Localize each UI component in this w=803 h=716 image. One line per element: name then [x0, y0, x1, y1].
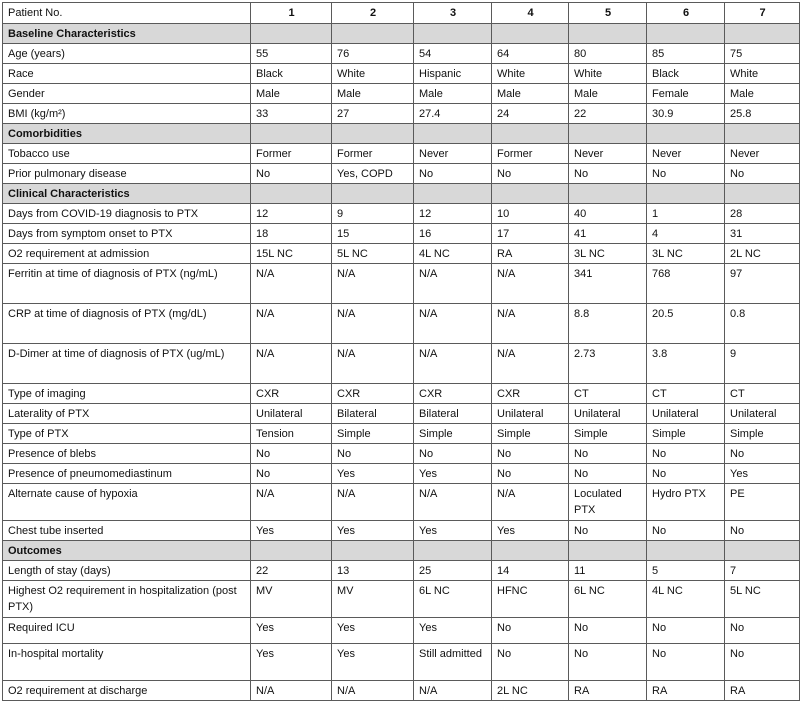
patient-value-cell: Hydro PTX	[647, 484, 725, 521]
patient-value-cell: Yes	[492, 521, 569, 541]
patient-value-cell: N/A	[414, 344, 492, 384]
patient-value-cell: 64	[492, 44, 569, 64]
patient-value-cell: 12	[251, 204, 332, 224]
table-row	[3, 64, 800, 84]
row-label: Gender	[3, 84, 251, 104]
patient-value-cell: MV	[332, 581, 414, 618]
patient-value-cell: No	[492, 618, 569, 644]
table-row	[3, 104, 800, 124]
table-row	[3, 444, 800, 464]
patient-value-cell: Former	[332, 144, 414, 164]
patient-value-cell: N/A	[492, 264, 569, 304]
patient-value-cell: 8.8	[569, 304, 647, 344]
patient-value-cell: MV	[251, 581, 332, 618]
section-empty-cell	[492, 124, 569, 144]
section-label: Clinical Characteristics	[3, 184, 251, 204]
row-label: Chest tube inserted	[3, 521, 251, 541]
patient-value-cell: Never	[725, 144, 800, 164]
section-empty-cell	[492, 541, 569, 561]
patient-number-header: 7	[725, 3, 800, 24]
section-empty-cell	[492, 24, 569, 44]
section-empty-cell	[569, 541, 647, 561]
patient-value-cell: 20.5	[647, 304, 725, 344]
patient-value-cell: CXR	[332, 384, 414, 404]
row-label: Alternate cause of hypoxia	[3, 484, 251, 521]
table-row	[3, 264, 800, 304]
patient-value-cell: 31	[725, 224, 800, 244]
table-row	[3, 144, 800, 164]
patient-value-cell: Simple	[647, 424, 725, 444]
table-row	[3, 44, 800, 64]
patient-value-cell: No	[725, 618, 800, 644]
patient-value-cell: 22	[569, 104, 647, 124]
patient-value-cell: 7	[725, 561, 800, 581]
patient-value-cell: PE	[725, 484, 800, 521]
table-row	[3, 164, 800, 184]
table-row	[3, 464, 800, 484]
patient-value-cell: N/A	[414, 681, 492, 701]
patient-value-cell: Hispanic	[414, 64, 492, 84]
section-label: Outcomes	[3, 541, 251, 561]
patient-value-cell: No	[414, 444, 492, 464]
patient-value-cell: White	[569, 64, 647, 84]
section-empty-cell	[569, 184, 647, 204]
patient-value-cell: N/A	[414, 484, 492, 521]
patient-value-cell: 54	[414, 44, 492, 64]
header-row	[3, 3, 800, 24]
patient-number-header: 3	[414, 3, 492, 24]
patient-number-header: 2	[332, 3, 414, 24]
patient-value-cell: Yes	[332, 464, 414, 484]
patient-value-cell: No	[332, 444, 414, 464]
row-label: O2 requirement at admission	[3, 244, 251, 264]
patient-value-cell: No	[725, 521, 800, 541]
table-row	[3, 84, 800, 104]
table-row	[3, 561, 800, 581]
patient-value-cell: 85	[647, 44, 725, 64]
patient-value-cell: Yes	[332, 521, 414, 541]
patient-value-cell: CXR	[414, 384, 492, 404]
section-empty-cell	[647, 24, 725, 44]
patient-value-cell: RA	[647, 681, 725, 701]
section-empty-cell	[332, 541, 414, 561]
patient-value-cell: 27	[332, 104, 414, 124]
patient-value-cell: RA	[569, 681, 647, 701]
section-empty-cell	[647, 541, 725, 561]
patient-value-cell: N/A	[332, 344, 414, 384]
patient-value-cell: CT	[725, 384, 800, 404]
table-row	[3, 404, 800, 424]
row-label: Prior pulmonary disease	[3, 164, 251, 184]
patient-value-cell: 14	[492, 561, 569, 581]
patient-value-cell: No	[251, 464, 332, 484]
patient-value-cell: No	[492, 644, 569, 681]
patient-value-cell: Yes	[332, 618, 414, 644]
row-label: Presence of blebs	[3, 444, 251, 464]
patient-value-cell: Unilateral	[647, 404, 725, 424]
table-row	[3, 618, 800, 644]
patient-value-cell: 41	[569, 224, 647, 244]
patient-value-cell: N/A	[492, 484, 569, 521]
patient-value-cell: Yes, COPD	[332, 164, 414, 184]
patient-value-cell: Simple	[414, 424, 492, 444]
table-row	[3, 344, 800, 384]
patient-value-cell: Former	[492, 144, 569, 164]
patient-value-cell: N/A	[414, 304, 492, 344]
patient-value-cell: White	[492, 64, 569, 84]
row-label: Days from symptom onset to PTX	[3, 224, 251, 244]
patient-value-cell: N/A	[414, 264, 492, 304]
section-empty-cell	[725, 541, 800, 561]
patient-value-cell: N/A	[332, 304, 414, 344]
section-empty-cell	[414, 24, 492, 44]
patient-value-cell: 28	[725, 204, 800, 224]
patient-value-cell: Yes	[251, 618, 332, 644]
row-label: CRP at time of diagnosis of PTX (mg/dL)	[3, 304, 251, 344]
patient-value-cell: CXR	[251, 384, 332, 404]
patient-value-cell: 16	[414, 224, 492, 244]
patient-value-cell: No	[492, 164, 569, 184]
patient-number-header: 6	[647, 3, 725, 24]
patient-value-cell: Simple	[332, 424, 414, 444]
patient-value-cell: CT	[647, 384, 725, 404]
section-label: Comorbidities	[3, 124, 251, 144]
patient-value-cell: No	[647, 464, 725, 484]
patient-value-cell: No	[492, 464, 569, 484]
patient-value-cell: 80	[569, 44, 647, 64]
row-label: Age (years)	[3, 44, 251, 64]
patient-value-cell: 6L NC	[569, 581, 647, 618]
patient-value-cell: 5L NC	[725, 581, 800, 618]
patient-value-cell: Yes	[251, 644, 332, 681]
patient-value-cell: 4L NC	[414, 244, 492, 264]
row-label: Highest O2 requirement in hospitalization (post PTX)	[3, 581, 251, 618]
row-label: Type of PTX	[3, 424, 251, 444]
patient-value-cell: No	[725, 164, 800, 184]
row-label: Type of imaging	[3, 384, 251, 404]
patient-value-cell: Male	[492, 84, 569, 104]
patient-value-cell: No	[725, 644, 800, 681]
section-empty-cell	[414, 124, 492, 144]
section-empty-cell	[725, 184, 800, 204]
patient-value-cell: 76	[332, 44, 414, 64]
patient-value-cell: No	[647, 644, 725, 681]
row-label: Required ICU	[3, 618, 251, 644]
patient-value-cell: Yes	[332, 644, 414, 681]
patient-value-cell: 341	[569, 264, 647, 304]
table-row	[3, 304, 800, 344]
patient-value-cell: No	[251, 444, 332, 464]
patient-value-cell: 4L NC	[647, 581, 725, 618]
table-row	[3, 244, 800, 264]
patient-value-cell: 15L NC	[251, 244, 332, 264]
section-empty-cell	[647, 184, 725, 204]
patient-value-cell: 33	[251, 104, 332, 124]
patient-value-cell: White	[725, 64, 800, 84]
patient-value-cell: No	[569, 521, 647, 541]
table-row	[3, 204, 800, 224]
patient-value-cell: No	[647, 164, 725, 184]
patient-value-cell: Unilateral	[492, 404, 569, 424]
row-label: Ferritin at time of diagnosis of PTX (ng/mL)	[3, 264, 251, 304]
patient-value-cell: HFNC	[492, 581, 569, 618]
patient-value-cell: 97	[725, 264, 800, 304]
patient-value-cell: CT	[569, 384, 647, 404]
patient-value-cell: No	[569, 644, 647, 681]
section-empty-cell	[251, 24, 332, 44]
patient-value-cell: Simple	[725, 424, 800, 444]
patient-value-cell: No	[569, 618, 647, 644]
table-row	[3, 484, 800, 521]
patient-value-cell: Simple	[492, 424, 569, 444]
patient-value-cell: N/A	[251, 484, 332, 521]
patient-value-cell: 9	[332, 204, 414, 224]
patient-value-cell: Black	[251, 64, 332, 84]
section-empty-cell	[647, 124, 725, 144]
patient-value-cell: Simple	[569, 424, 647, 444]
patient-value-cell: 2L NC	[725, 244, 800, 264]
patient-value-cell: 27.4	[414, 104, 492, 124]
section-empty-cell	[569, 124, 647, 144]
patient-value-cell: N/A	[332, 484, 414, 521]
table-row	[3, 521, 800, 541]
patient-value-cell: 3L NC	[569, 244, 647, 264]
row-label: Days from COVID-19 diagnosis to PTX	[3, 204, 251, 224]
patient-value-cell: 2.73	[569, 344, 647, 384]
patient-value-cell: 3L NC	[647, 244, 725, 264]
table-row	[3, 644, 800, 681]
section-header-row	[3, 124, 800, 144]
section-header-row	[3, 24, 800, 44]
patient-value-cell: Yes	[251, 521, 332, 541]
patient-value-cell: 13	[332, 561, 414, 581]
patient-value-cell: 1	[647, 204, 725, 224]
patient-value-cell: 5L NC	[332, 244, 414, 264]
patient-value-cell: Yes	[414, 618, 492, 644]
patient-value-cell: N/A	[251, 264, 332, 304]
patient-value-cell: Loculated PTX	[569, 484, 647, 521]
patient-value-cell: 3.8	[647, 344, 725, 384]
patient-value-cell: Never	[647, 144, 725, 164]
patient-value-cell: 40	[569, 204, 647, 224]
patient-value-cell: 12	[414, 204, 492, 224]
patient-number-header: 1	[251, 3, 332, 24]
patient-value-cell: 2L NC	[492, 681, 569, 701]
patient-value-cell: Male	[414, 84, 492, 104]
section-empty-cell	[332, 184, 414, 204]
patient-value-cell: No	[647, 521, 725, 541]
patient-value-cell: No	[647, 444, 725, 464]
patient-value-cell: No	[251, 164, 332, 184]
patient-value-cell: 25.8	[725, 104, 800, 124]
patient-value-cell: No	[414, 164, 492, 184]
patient-value-cell: 11	[569, 561, 647, 581]
section-label: Baseline Characteristics	[3, 24, 251, 44]
patient-value-cell: Male	[251, 84, 332, 104]
section-empty-cell	[251, 124, 332, 144]
patient-value-cell: N/A	[251, 344, 332, 384]
row-label: BMI (kg/m²)	[3, 104, 251, 124]
section-empty-cell	[332, 24, 414, 44]
section-empty-cell	[332, 124, 414, 144]
patient-value-cell: RA	[725, 681, 800, 701]
patient-value-cell: Tension	[251, 424, 332, 444]
patient-value-cell: Female	[647, 84, 725, 104]
patient-value-cell: Still admitted	[414, 644, 492, 681]
patient-value-cell: No	[492, 444, 569, 464]
patient-value-cell: 18	[251, 224, 332, 244]
section-empty-cell	[725, 124, 800, 144]
patient-value-cell: 4	[647, 224, 725, 244]
patient-number-header: 5	[569, 3, 647, 24]
patient-value-cell: Unilateral	[251, 404, 332, 424]
patient-value-cell: 15	[332, 224, 414, 244]
table-row	[3, 384, 800, 404]
table-row	[3, 424, 800, 444]
patient-value-cell: Yes	[725, 464, 800, 484]
patient-number-header: 4	[492, 3, 569, 24]
patient-value-cell: N/A	[332, 264, 414, 304]
section-header-row	[3, 184, 800, 204]
patient-value-cell: 30.9	[647, 104, 725, 124]
patient-value-cell: No	[725, 444, 800, 464]
patient-value-cell: Former	[251, 144, 332, 164]
patient-value-cell: Male	[332, 84, 414, 104]
row-label: In-hospital mortality	[3, 644, 251, 681]
section-empty-cell	[725, 24, 800, 44]
section-header-row	[3, 541, 800, 561]
header-label-cell: Patient No.	[3, 3, 251, 24]
patient-value-cell: Male	[725, 84, 800, 104]
section-empty-cell	[251, 541, 332, 561]
patient-value-cell: Bilateral	[332, 404, 414, 424]
patient-value-cell: 25	[414, 561, 492, 581]
section-empty-cell	[492, 184, 569, 204]
row-label: D-Dimer at time of diagnosis of PTX (ug/mL)	[3, 344, 251, 384]
patient-value-cell: N/A	[492, 304, 569, 344]
patient-value-cell: Yes	[414, 464, 492, 484]
patient-value-cell: Bilateral	[414, 404, 492, 424]
patient-value-cell: Never	[414, 144, 492, 164]
patient-value-cell: Unilateral	[569, 404, 647, 424]
row-label: Length of stay (days)	[3, 561, 251, 581]
patient-value-cell: N/A	[251, 681, 332, 701]
patient-value-cell: N/A	[492, 344, 569, 384]
patient-value-cell: N/A	[332, 681, 414, 701]
patient-value-cell: Male	[569, 84, 647, 104]
patient-value-cell: 5	[647, 561, 725, 581]
row-label: Race	[3, 64, 251, 84]
patient-characteristics-table	[2, 2, 800, 701]
patient-value-cell: White	[332, 64, 414, 84]
row-label: Laterality of PTX	[3, 404, 251, 424]
patient-value-cell: 17	[492, 224, 569, 244]
patient-value-cell: No	[569, 164, 647, 184]
section-empty-cell	[414, 541, 492, 561]
table-row	[3, 224, 800, 244]
patient-value-cell: Never	[569, 144, 647, 164]
table-row	[3, 581, 800, 618]
section-empty-cell	[414, 184, 492, 204]
row-label: Tobacco use	[3, 144, 251, 164]
patient-value-cell: 0.8	[725, 304, 800, 344]
patient-value-cell: No	[569, 444, 647, 464]
table-body	[3, 3, 800, 701]
patient-value-cell: 6L NC	[414, 581, 492, 618]
section-empty-cell	[251, 184, 332, 204]
row-label: O2 requirement at discharge	[3, 681, 251, 701]
patient-value-cell: Unilateral	[725, 404, 800, 424]
patient-value-cell: 24	[492, 104, 569, 124]
table-row	[3, 681, 800, 701]
patient-value-cell: 75	[725, 44, 800, 64]
patient-value-cell: 22	[251, 561, 332, 581]
patient-value-cell: 9	[725, 344, 800, 384]
patient-value-cell: 55	[251, 44, 332, 64]
patient-value-cell: Yes	[414, 521, 492, 541]
patient-value-cell: 10	[492, 204, 569, 224]
patient-value-cell: 768	[647, 264, 725, 304]
patient-value-cell: CXR	[492, 384, 569, 404]
row-label: Presence of pneumomediastinum	[3, 464, 251, 484]
section-empty-cell	[569, 24, 647, 44]
patient-value-cell: N/A	[251, 304, 332, 344]
patient-value-cell: RA	[492, 244, 569, 264]
patient-value-cell: Black	[647, 64, 725, 84]
patient-value-cell: No	[569, 464, 647, 484]
patient-value-cell: No	[647, 618, 725, 644]
